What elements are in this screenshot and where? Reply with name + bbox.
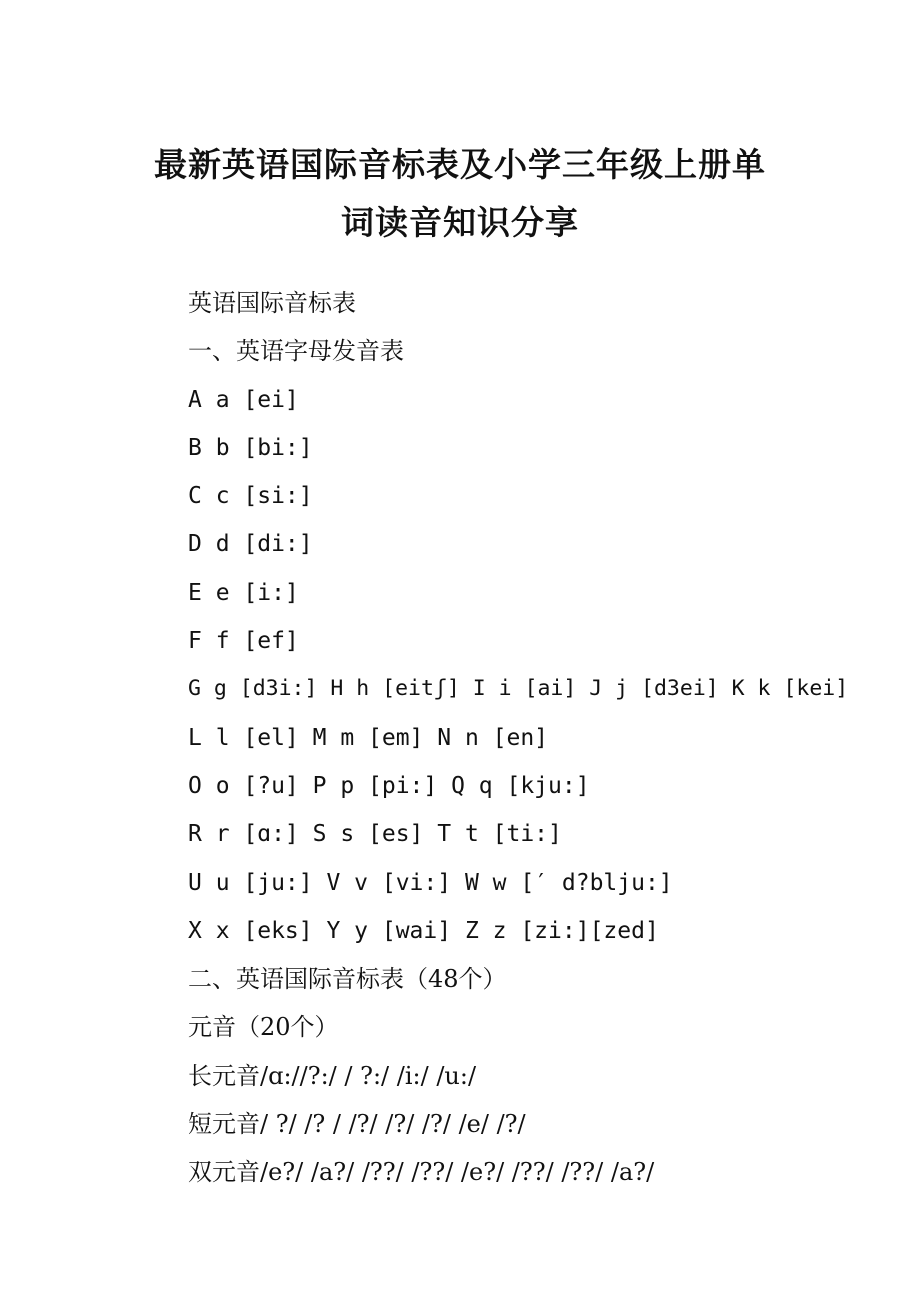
alphabet-line: C c [si:] — [188, 483, 313, 510]
alphabet-line: X x [eks] Y y [wai] Z z [zi:][zed] — [188, 917, 659, 944]
alphabet-line: F f [ef] — [188, 628, 299, 655]
alphabet-line: O o [?u] P p [pi:] Q q [kju:] — [188, 772, 590, 799]
alphabet-line: B b [bi:] — [188, 434, 313, 461]
alphabet-line: G g [d3i:] H h [eitʃ] I i [ai] J j [d3ei] K k [kei] — [188, 676, 849, 702]
phonetic-line: 长元音/ɑ://?:/ / ?:/ /i:/ /u:/ — [188, 1061, 477, 1090]
alphabet-line: D d [di:] — [188, 531, 313, 558]
document-title-line-2: 词读音知识分享 — [341, 203, 579, 242]
alphabet-line: U u [ju:] V v [vi:] W w [′ d?blju:] — [188, 869, 673, 896]
alphabet-line: R r [ɑ:] S s [es] T t [ti:] — [188, 821, 562, 848]
alphabet-line: A a [ei] — [188, 386, 299, 413]
document-body — [188, 283, 849, 1201]
alphabet-line: E e [i:] — [188, 579, 299, 606]
subsection-heading: 一、英语字母发音表 — [188, 337, 404, 366]
phonetic-line: 短元音/ ?/ /? / /?/ /?/ /?/ /e/ /?/ — [188, 1110, 526, 1139]
subsection-heading: 二、英语国际音标表（48个） — [188, 965, 507, 994]
document-title-line-1: 最新英语国际音标表及小学三年级上册单 — [154, 145, 766, 184]
phonetic-line: 双元音/e?/ /a?/ /??/ /??/ /e?/ /??/ /??/ /a?/ — [188, 1158, 655, 1187]
vowel-heading: 元音（20个） — [188, 1013, 339, 1042]
alphabet-line: L l [el] M m [em] N n [en] — [188, 724, 549, 751]
section-heading: 英语国际音标表 — [188, 289, 356, 317]
